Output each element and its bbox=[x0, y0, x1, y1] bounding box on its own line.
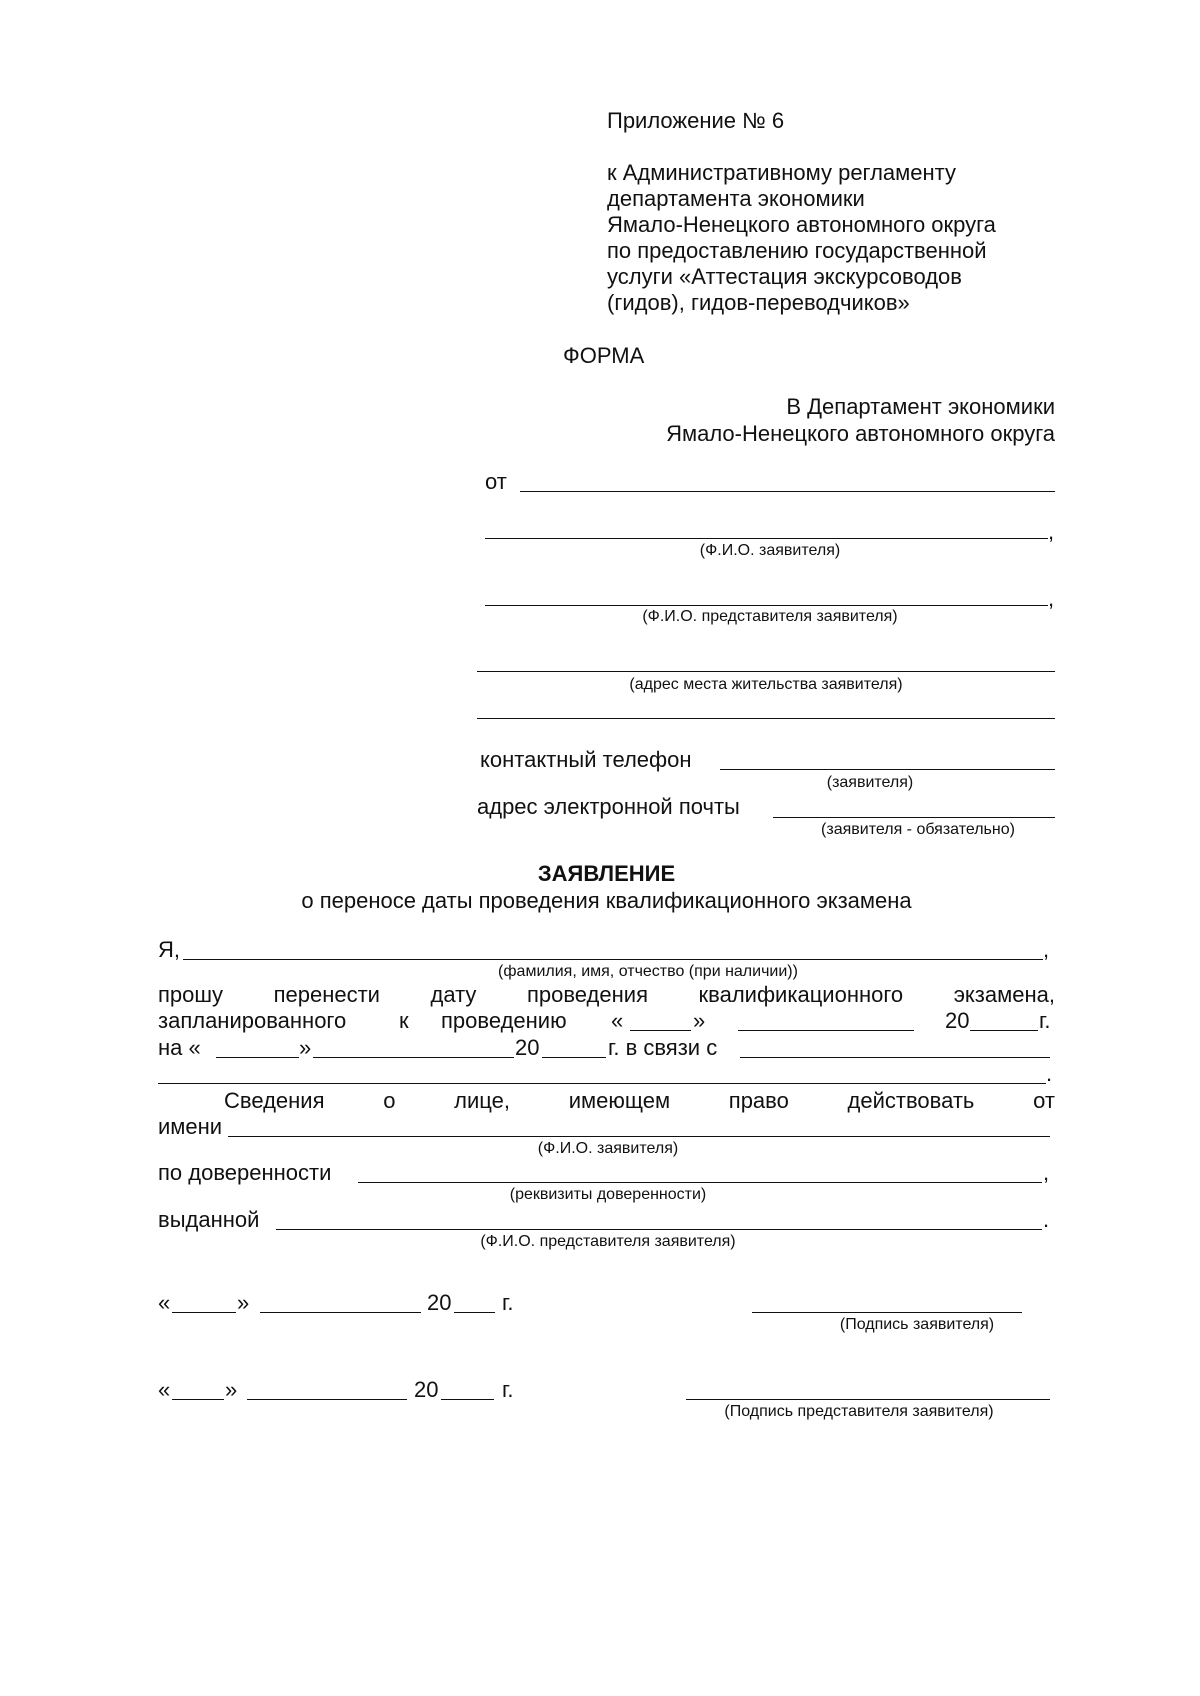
year-prefix: 20 bbox=[427, 1290, 452, 1315]
from-label: от bbox=[485, 469, 507, 494]
representative-caption: (Ф.И.О. представителя заявителя) bbox=[642, 608, 898, 625]
period: . bbox=[1046, 1061, 1053, 1086]
representative-signature-line[interactable] bbox=[686, 1399, 1050, 1400]
appendix-line: по предоставлению государственной bbox=[607, 238, 987, 263]
quote-open: « bbox=[158, 1377, 171, 1402]
address-line-2[interactable] bbox=[477, 718, 1055, 719]
appendix-line: (гидов), гидов-переводчиков» bbox=[607, 290, 910, 315]
applicant-name-line[interactable] bbox=[485, 538, 1048, 539]
issued-label: выданной bbox=[158, 1207, 260, 1232]
comma: , bbox=[1048, 586, 1055, 611]
quote-open: « bbox=[158, 1290, 171, 1315]
form-label: ФОРМА bbox=[563, 343, 645, 368]
word: прошу bbox=[158, 982, 224, 1007]
phone-line[interactable] bbox=[720, 769, 1055, 770]
quote-open: « bbox=[611, 1008, 624, 1033]
representative-name-line[interactable] bbox=[485, 605, 1048, 606]
appendix-line: департамента экономики bbox=[607, 186, 865, 211]
comma: , bbox=[1043, 937, 1050, 962]
word: проведения bbox=[526, 982, 648, 1007]
reason-line[interactable] bbox=[740, 1057, 1050, 1058]
appendix-number: Приложение № 6 bbox=[607, 108, 785, 133]
addressee-line: Ямало-Ненецкого автономного округа bbox=[666, 421, 1055, 446]
exam-month-line[interactable] bbox=[738, 1030, 914, 1031]
word: от bbox=[1033, 1088, 1055, 1113]
sign-year-line[interactable] bbox=[454, 1312, 495, 1313]
word: проведению bbox=[441, 1008, 567, 1033]
comma: , bbox=[1048, 519, 1055, 544]
word: Сведения bbox=[224, 1088, 325, 1113]
sign-year-line[interactable] bbox=[441, 1399, 494, 1400]
quote-close: » bbox=[225, 1377, 238, 1402]
on-behalf-name-line[interactable] bbox=[228, 1136, 1050, 1137]
word: о bbox=[383, 1088, 396, 1113]
email-line[interactable] bbox=[773, 817, 1055, 818]
appendix-line: к Административному регламенту bbox=[607, 160, 957, 185]
email-label: адрес электронной почты bbox=[477, 794, 740, 819]
word: действовать bbox=[847, 1088, 975, 1113]
word: запланированного bbox=[158, 1008, 347, 1033]
exam-day-line[interactable] bbox=[630, 1030, 691, 1031]
email-caption: (заявителя - обязательно) bbox=[821, 821, 1015, 838]
from-name-line[interactable] bbox=[520, 491, 1055, 492]
sign-day-line[interactable] bbox=[172, 1312, 236, 1313]
appendix-line: Ямало-Ненецкого автономного округа bbox=[607, 212, 996, 237]
word: экзамена, bbox=[953, 982, 1055, 1007]
exam-year-line[interactable] bbox=[970, 1030, 1038, 1031]
year-suffix: г. bbox=[502, 1290, 514, 1315]
year-prefix: 20 bbox=[414, 1377, 439, 1402]
sign-month-line[interactable] bbox=[247, 1399, 407, 1400]
applicant-signature-line[interactable] bbox=[752, 1312, 1022, 1313]
sign-month-line[interactable] bbox=[260, 1312, 421, 1313]
year-suffix: г. bbox=[1039, 1008, 1051, 1033]
word: имеющем bbox=[568, 1088, 671, 1113]
address-line[interactable] bbox=[477, 671, 1055, 672]
new-year-line[interactable] bbox=[542, 1057, 606, 1058]
year-suffix: г. bbox=[502, 1377, 514, 1402]
on-behalf-label: имени bbox=[158, 1114, 223, 1139]
appendix-line: услуги «Аттестация экскурсоводов bbox=[607, 264, 962, 289]
proxy-label: по доверенности bbox=[158, 1160, 332, 1185]
reason-line-2[interactable] bbox=[158, 1083, 1046, 1084]
period: . bbox=[1043, 1207, 1050, 1232]
new-month-line[interactable] bbox=[313, 1057, 514, 1058]
applicant-name-caption: (Ф.И.О. заявителя) bbox=[699, 542, 841, 559]
document-subtitle: о переносе даты проведения квалификационного экзамена bbox=[301, 888, 912, 913]
new-day-line[interactable] bbox=[216, 1057, 299, 1058]
sign-day-line[interactable] bbox=[172, 1399, 224, 1400]
word: квалификационного bbox=[698, 982, 904, 1007]
phone-label: контактный телефон bbox=[480, 747, 692, 772]
new-date-prefix: на « bbox=[158, 1035, 201, 1060]
issued-caption: (Ф.И.О. представителя заявителя) bbox=[480, 1233, 736, 1250]
reason-label: г. в связи с bbox=[608, 1035, 718, 1060]
request-line bbox=[158, 982, 1055, 1008]
word: дату bbox=[430, 982, 477, 1007]
representative-signature-caption: (Подпись представителя заявителя) bbox=[724, 1403, 994, 1420]
proxy-details-line[interactable] bbox=[358, 1182, 1042, 1183]
full-name-caption: (фамилия, имя, отчество (при наличии)) bbox=[498, 963, 798, 980]
info-line bbox=[224, 1088, 1055, 1114]
quote-close: » bbox=[693, 1008, 706, 1033]
proxy-caption: (реквизиты доверенности) bbox=[509, 1186, 707, 1203]
full-name-line[interactable] bbox=[183, 959, 1043, 960]
applicant-signature-caption: (Подпись заявителя) bbox=[839, 1316, 995, 1333]
address-caption: (адрес места жительства заявителя) bbox=[629, 676, 903, 693]
phone-caption: (заявителя) bbox=[826, 774, 914, 791]
year-prefix: 20 bbox=[515, 1035, 540, 1060]
document-title: ЗАЯВЛЕНИЕ bbox=[537, 861, 676, 886]
addressee-line: В Департамент экономики bbox=[786, 394, 1055, 419]
comma: , bbox=[1043, 1160, 1050, 1185]
issued-to-line[interactable] bbox=[276, 1229, 1042, 1230]
word: право bbox=[728, 1088, 789, 1113]
on-behalf-caption: (Ф.И.О. заявителя) bbox=[537, 1140, 679, 1157]
word: к bbox=[399, 1008, 409, 1033]
word: лице, bbox=[454, 1088, 510, 1113]
quote-close: » bbox=[299, 1035, 312, 1060]
year-prefix: 20 bbox=[945, 1008, 970, 1033]
ya-label: Я, bbox=[158, 937, 180, 962]
quote-close: » bbox=[237, 1290, 250, 1315]
word: перенести bbox=[273, 982, 380, 1007]
